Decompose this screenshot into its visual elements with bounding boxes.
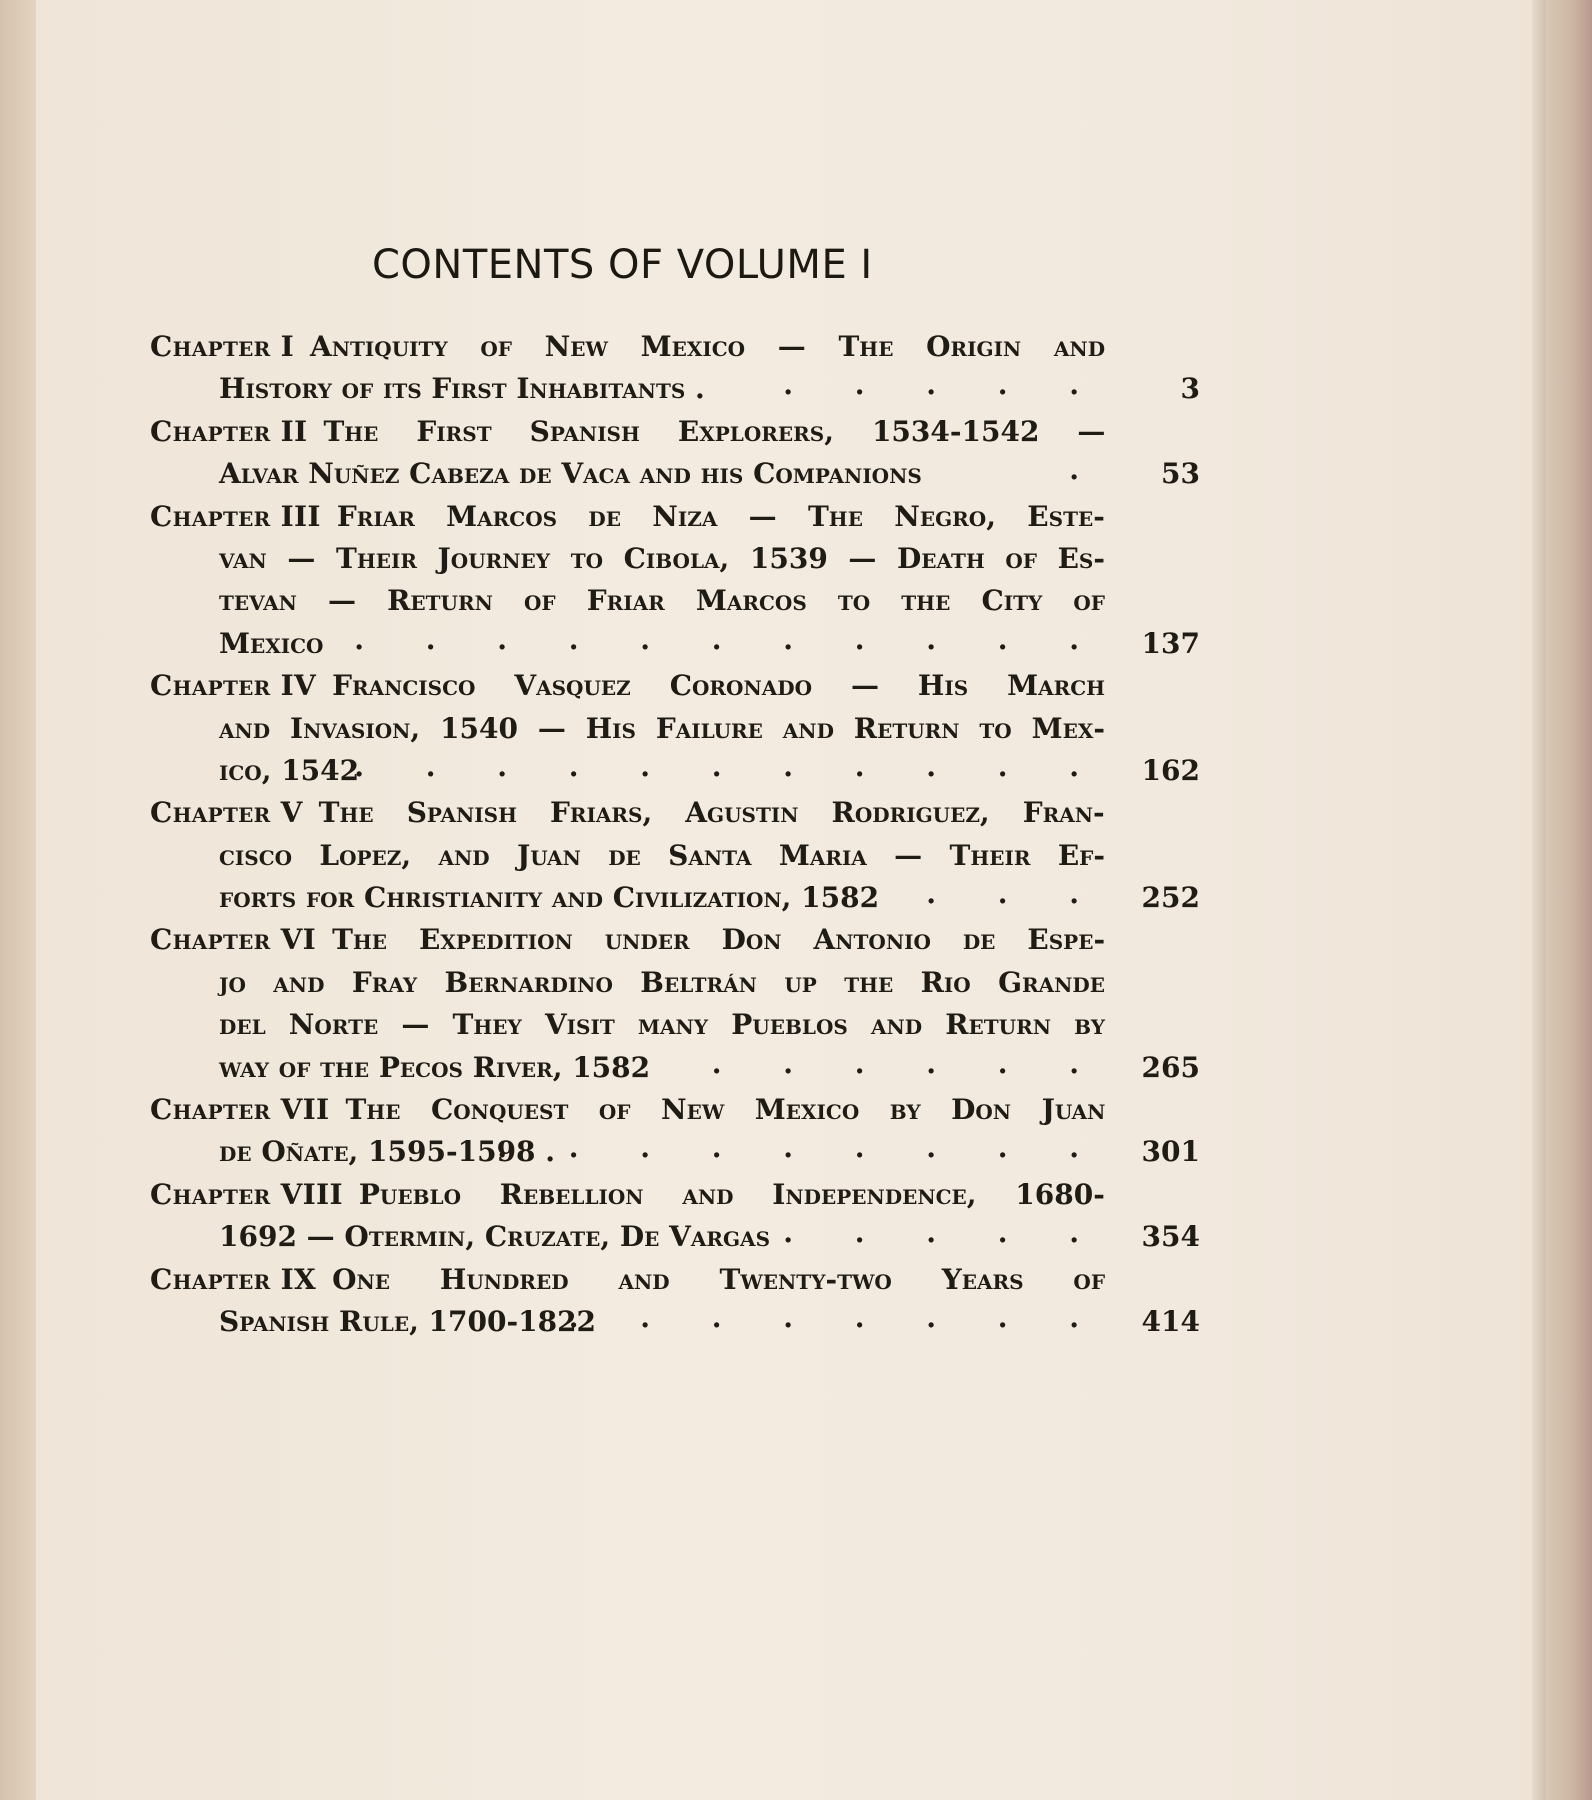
chapter-title-text: The Expedition under Don Antonio de Espe- [332,923,1106,957]
leader-dots: . . . . . . . . . . . [354,749,1105,783]
toc-line [150,1004,1105,1046]
chapter-label: Chapter VI [150,923,317,957]
chapter-title-text: Spanish Rule, 1700-1822 [219,1304,597,1338]
toc-line [150,1089,1105,1131]
toc-line [150,1301,1105,1343]
toc-line [150,919,1105,961]
chapter-title-text: Francisco Vasquez Coronado — His March [332,669,1106,703]
chapter-title-text: cisco Lopez, and Juan de Santa Maria — Their Ef- [219,838,1105,872]
page-number: 162 [1141,753,1200,787]
toc-line [150,326,1105,368]
toc-line [150,496,1105,538]
toc-line [150,1216,1105,1258]
toc-line [150,411,1105,453]
leader-dots: . . . [926,877,1105,911]
toc-entry [150,411,1200,496]
chapter-title-text: The Conquest of New Mexico by Don Juan [345,1093,1106,1127]
toc-entry [150,496,1200,666]
chapter-title-text: History of its First Inhabitants . [219,372,705,406]
page-number: 53 [1161,457,1200,491]
chapter-label: Chapter IV [150,669,317,703]
toc-entry [150,1174,1200,1259]
leader-dots: . . . . . . . . [568,1300,1105,1334]
leader-dots: . . . . . [783,368,1105,402]
toc-line [150,453,1105,495]
toc-line [150,962,1105,1004]
toc-line [150,1259,1105,1301]
chapter-label: Chapter VII [150,1093,330,1127]
chapter-label: Chapter IX [150,1262,317,1296]
toc-entry [150,919,1200,1089]
toc-entry [150,1089,1200,1174]
chapter-title-text: and Invasion, 1540 — His Failure and Return to Mex- [219,711,1105,745]
book-cover-edge [1546,0,1592,1800]
toc-line [150,835,1105,877]
leader-dots: . . . . . . . . . [497,1131,1105,1165]
chapter-title-text: The Spanish Friars, Agustin Rodriguez, Fran- [318,796,1105,830]
chapter-title-text: 1692 — Otermin, Cruzate, De Vargas [219,1220,771,1254]
leader-dots: . . . . . . [711,1046,1105,1080]
leader-dots: . . . . . . . . . . . [354,622,1105,656]
page-number: 3 [1180,372,1200,406]
chapter-title-text: del Norte — They Visit many Pueblos and Return by [219,1008,1105,1042]
chapter-title-text: Pueblo Rebellion and Independence, 1680- [358,1177,1105,1211]
toc-line [150,665,1105,707]
chapter-label: Chapter I [150,330,295,363]
toc-line [150,1131,1105,1173]
page-number: 354 [1141,1220,1200,1254]
toc-line [150,708,1105,750]
chapter-label: Chapter V [150,796,303,830]
toc-entry [150,665,1200,792]
left-page-edge [0,0,36,1800]
toc-entry [150,1259,1200,1344]
chapter-title-text: Alvar Nuñez Cabeza de Vaca and his Companions [219,457,922,491]
toc-line [150,368,1105,410]
toc-line [150,623,1105,665]
toc-line [150,792,1105,834]
chapter-label: Chapter II [150,414,308,448]
page-number: 301 [1141,1135,1200,1169]
chapter-label: Chapter III [150,499,321,533]
page-number: 137 [1141,626,1200,660]
page-number: 252 [1141,881,1200,915]
toc-line [150,877,1105,919]
chapter-title-text: ico, 1542 [219,753,360,787]
chapter-title-text: Friar Marcos de Niza — The Negro, Este- [336,499,1105,533]
toc-line [150,750,1105,792]
chapter-title-text: van — Their Journey to Cibola, 1539 — Death of Es- [219,541,1105,575]
chapter-title-text: way of the Pecos River, 1582 [219,1050,651,1084]
chapter-title-text: forts for Christianity and Civilization, 1582 [219,881,880,915]
contents-title: CONTENTS OF VOLUME I [372,242,873,288]
toc-entry [150,792,1200,919]
chapter-title-text: Antiquity of New Mexico — The Origin and [310,330,1106,363]
page-number: 265 [1141,1050,1200,1084]
chapter-title-text: jo and Fray Bernardino Beltrán up the Rio Grande [219,965,1105,999]
toc-entry [150,326,1200,411]
chapter-title-text: One Hundred and Twenty-two Years of [332,1262,1106,1296]
toc-line [150,1174,1105,1216]
page-number: 414 [1141,1304,1200,1338]
leader-dots: . . . . . [783,1216,1105,1250]
chapter-title-text: Mexico [219,626,324,660]
leader-dots: . [1069,453,1105,487]
table-of-contents [150,326,1200,1343]
chapter-title-text: The First Spanish Explorers, 1534-1542 — [323,414,1106,448]
chapter-label: Chapter VIII [150,1177,343,1211]
page-fore-edge [1532,0,1546,1800]
chapter-title-text: de Oñate, 1595-1598 . [219,1135,556,1169]
chapter-title-text: tevan — Return of Friar Marcos to the City of [219,584,1105,618]
toc-line [150,1047,1105,1089]
toc-line [150,538,1105,580]
toc-line [150,580,1105,622]
